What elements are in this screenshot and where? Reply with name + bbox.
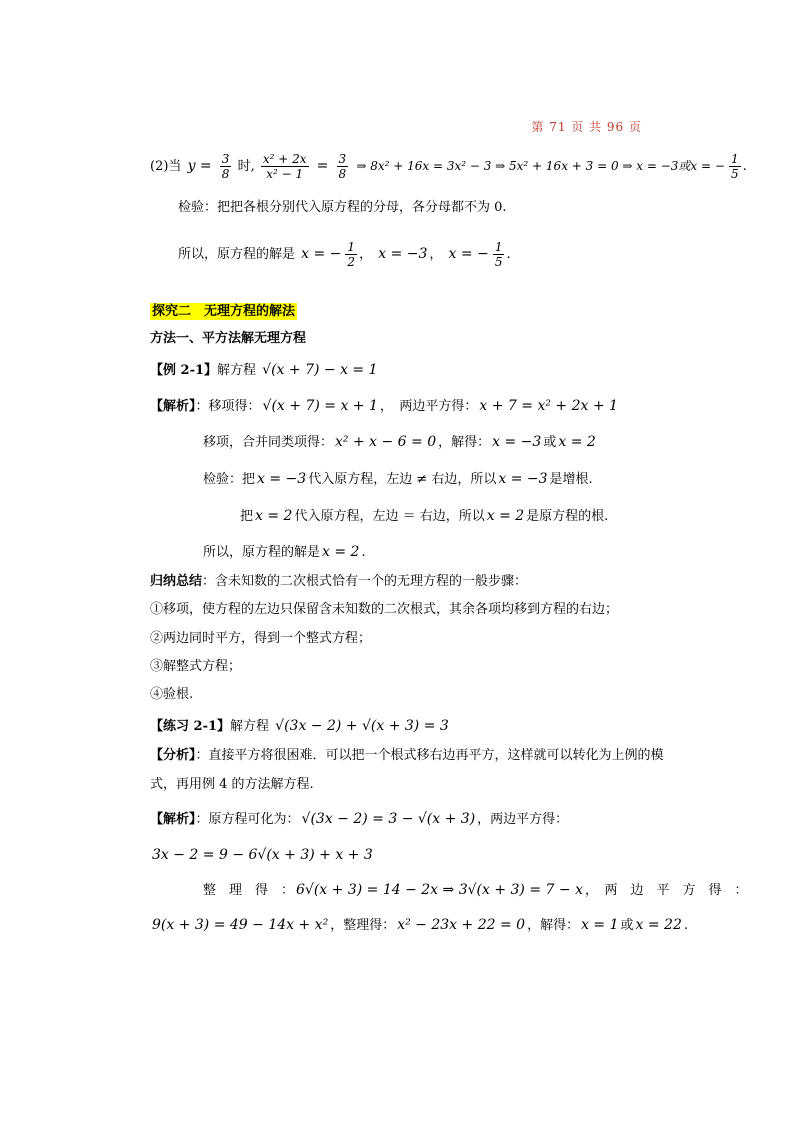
summary-line: 归纳总结：含未知数的二次根式恰有一个的无理方程的一般步骤：	[150, 574, 528, 589]
section-title: 探究二 无理方程的解法	[152, 304, 296, 319]
method-title: 方法一、平方法解无理方程	[150, 331, 307, 346]
step-check2: 把 x = 2 代入原方程，左边 ＝ 右边，所以 x = 2 是原方程的根.	[240, 508, 609, 524]
frac-1-5b: $\frac{1}{5}$	[494, 240, 503, 269]
example-eq: √(x + 7) − x = 1	[262, 362, 378, 378]
example-line: 【例 2-1】解方程 √(x + 7) − x = 1	[150, 362, 378, 378]
exercise-eq: √(3x − 2) + √(x + 3) = 3	[275, 718, 449, 734]
eq-line: 3x − 2 = 9 − 6√(x + 3) + x + 3	[152, 847, 373, 863]
summary-step1: ①移项，使方程的左边只保留含未知数的二次根式，其余各项均移到方程的右边；	[150, 602, 619, 617]
frac-3-8: $\frac{3}{8}$	[221, 152, 230, 181]
shi: 时,	[237, 159, 255, 174]
y-eq: y =	[187, 158, 212, 174]
zhengli-line: 整 理 得 ： 6√(x + 3) = 14 − 2x ⇒ 3√(x + 3) = 7 − x ， 两 边 平 方 得 ：	[203, 882, 748, 898]
fenxi-line1: 【分析】：直接平方将很困难．可以把一个根式移右边再平方，这样就可以转化为上例的模	[150, 748, 664, 763]
check1: 检验：把把各根分别代入原方程的分母，各分母都不为 0.	[178, 200, 507, 215]
lhs-fraction: $\frac{\text{x² + 2x}}{\text{x² − 1}}$	[262, 152, 307, 181]
summary-step2: ②两边同时平方，得到一个整式方程；	[150, 631, 372, 646]
analysis2: 【解析】：原方程可化为： √(3x − 2) = 3 − √(x + 3) ，两边平方得：	[150, 811, 569, 827]
solution1: 所以，原方程的解是 x = − $\frac{1}{2}$ ， x = −3 ， x = − $\frac{1}{5}$ .	[178, 240, 511, 269]
part2-prefix: (2)当	[150, 159, 182, 174]
part2-line: (2)当 y = $\frac{3}{8}$ 时, $\frac{\text{x² + 2x}}{\text{x² − 1}}$ = $\frac{3}{8}$ ⇒ 8x² + 16x = 3x² − 3 ⇒ 5x² + 16x + 3 = 0 ⇒ x = −3或x = − $\frac{1}{5}$ .	[150, 152, 747, 181]
analysis1: 【解析】：移项得： √(x + 7) = x + 1 ， 两边平方得： x + 7 = x² + 2x + 1	[150, 398, 618, 414]
chain-eq: ⇒ 8x² + 16x = 3x² − 3 ⇒ 5x² + 16x + 3 = 0 ⇒ x = −3或x = −	[356, 159, 725, 173]
fenxi-line2: 式，再用例 4 的方法解方程.	[150, 777, 314, 792]
frac-1-2: $\frac{1}{2}$	[347, 240, 356, 269]
step-merge: 移项，合并同类项得： x² + x − 6 = 0 ，解得： x = −3 或 x = 2	[203, 434, 596, 450]
step-check1: 检验：把 x = −3 代入原方程，左边 ≠ 右边，所以 x = −3 是增根.	[203, 471, 593, 487]
step-solution: 所以，原方程的解是 x = 2 .	[203, 544, 366, 560]
final-line: 9(x + 3) = 49 − 14x + x² ，整理得： x² − 23x + 22 = 0 ，解得： x = 1 或 x = 22 .	[152, 917, 689, 933]
frac-1-5: $\frac{1}{5}$	[730, 152, 739, 181]
summary-step3: ③解整式方程；	[150, 659, 242, 674]
exercise-line: 【练习 2-1】解方程 √(3x − 2) + √(x + 3) = 3	[150, 718, 449, 734]
summary-step4: ④验根.	[150, 687, 194, 702]
page-number: 第 71 页 共 96 页	[531, 120, 642, 134]
rhs-fraction: $\frac{3}{8}$	[338, 152, 347, 181]
